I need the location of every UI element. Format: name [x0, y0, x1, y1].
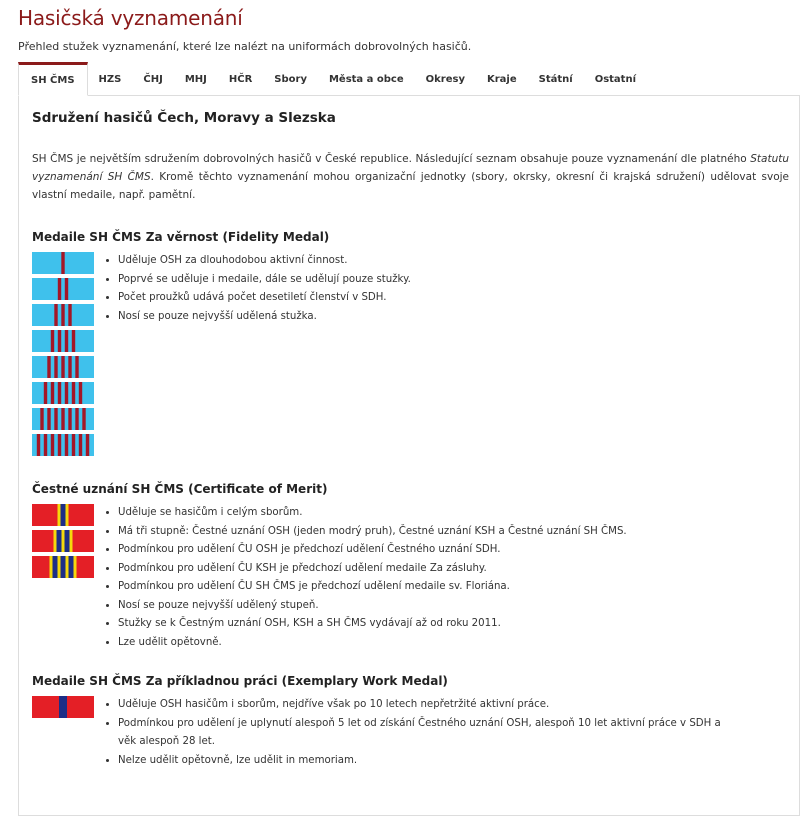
page-title: Hasičská vyznamenání — [18, 6, 243, 30]
ribbon-stripe — [72, 382, 75, 404]
ribbon-stripe — [54, 408, 57, 430]
list-item: • Uděluje OSH za dlouhodobou aktivní činnost. — [118, 252, 411, 271]
intro-paragraph — [32, 150, 799, 204]
ribbon-stripe-navy — [57, 530, 62, 552]
fidelity-ribbon-list — [32, 252, 94, 460]
list-item: • Podmínkou pro udělení ČU SH ČMS je předchozí udělení medaile sv. Floriána. — [118, 578, 627, 597]
list-item: • Podmínkou pro udělení ČU KSH je předchozí udělení medaile Za zásluhy. — [118, 560, 627, 579]
statute-reference: Statutu vyznamenání SH ČMS — [32, 153, 789, 183]
ribbon-stripe-yellow — [66, 504, 69, 526]
exemplary-work-medal-section — [32, 696, 799, 770]
ribbon-stripe — [75, 408, 78, 430]
ribbon-stripe — [65, 330, 68, 352]
exemplary-work-medal-list — [104, 696, 799, 770]
exemplary-work-ribbon — [32, 696, 94, 718]
tab-kraje[interactable]: Kraje — [486, 73, 517, 85]
ribbon-stripe-navy — [61, 504, 66, 526]
fidelity-ribbon-6 — [32, 382, 94, 404]
list-item: • Uděluje se hasičům i celým sborům. — [118, 504, 627, 523]
certificate-of-merit-title: Čestné uznání SH ČMS (Certificate of Merit) — [32, 482, 328, 496]
ribbon-stripe — [61, 252, 64, 274]
ribbon-stripe — [51, 434, 54, 456]
fidelity-ribbon-7 — [32, 408, 94, 430]
ribbon-stripe — [79, 382, 82, 404]
exemplary-work-medal-title: Medaile SH ČMS Za příkladnou práci (Exemplary Work Medal) — [32, 674, 448, 688]
list-item: • Lze udělit opětovně. — [118, 634, 627, 653]
ribbon-stripe — [72, 330, 75, 352]
ribbon-stripe — [68, 304, 71, 326]
tab-ostatni[interactable]: Ostatní — [594, 73, 636, 85]
ribbon-stripe — [65, 382, 68, 404]
ribbon-stripe-yellow — [50, 556, 53, 578]
merit-ribbon-degree-1 — [32, 504, 94, 526]
ribbon-stripe-yellow — [70, 530, 73, 552]
ribbon-stripe — [58, 434, 61, 456]
ribbon-stripe-navy — [65, 530, 70, 552]
fidelity-ribbon-2 — [32, 278, 94, 300]
ribbon-stripe-yellow — [58, 504, 61, 526]
ribbon-stripe — [44, 434, 47, 456]
list-item: • Stužky se k Čestným uznání OSH, KSH a SH ČMS vydávají až od roku 2011. — [118, 615, 627, 634]
certificate-of-merit-list — [104, 504, 627, 652]
ribbon-stripe — [72, 434, 75, 456]
list-item: • Nosí se pouze nejvyšší udělená stužka. — [118, 308, 411, 327]
ribbon-stripe-navy — [59, 696, 67, 718]
fidelity-medal-title: Medaile SH ČMS Za věrnost (Fidelity Medal) — [32, 230, 330, 244]
intro-text-1: SH ČMS je největším sdružením dobrovolných hasičů v České republice. Následující seznam obsahuje pouze vyznamenání dle platného — [32, 153, 751, 165]
fidelity-medal-section — [32, 252, 799, 460]
tab-panel-sh-cms — [18, 96, 800, 816]
work-ribbon-list — [32, 696, 94, 722]
tab-sh-cms[interactable]: SH ČMS — [18, 62, 88, 96]
tab-hzs[interactable]: HZS — [98, 73, 122, 85]
ribbon-stripe-navy — [69, 556, 74, 578]
intro-text-2: . Kromě těchto vyznamenání mohou organizační jednotky (sbory, okrsky, okresní či krajská sdružení) udělovat svoje vlastní medaile, např. pamětní. — [32, 171, 790, 201]
list-item: • Nosí se pouze nejvyšší udělený stupeň. — [118, 597, 627, 616]
ribbon-stripe-navy — [61, 556, 66, 578]
ribbon-stripe — [61, 304, 64, 326]
ribbon-stripe — [58, 382, 61, 404]
ribbon-stripe-yellow — [54, 530, 57, 552]
ribbon-stripe — [61, 408, 64, 430]
fidelity-ribbon-4 — [32, 330, 94, 352]
ribbon-stripe — [54, 304, 57, 326]
list-item: • Nelze udělit opětovně, lze udělit in memoriam. — [118, 752, 729, 771]
ribbon-stripe-navy — [53, 556, 58, 578]
list-item: • Má tři stupně: Čestné uznání OSH (jeden modrý pruh), Čestné uznání KSH a Čestné uznání SH ČMS. — [118, 523, 627, 542]
tab-statni[interactable]: Státní — [538, 73, 573, 85]
ribbon-stripe — [51, 330, 54, 352]
ribbon-stripe-yellow — [62, 530, 65, 552]
list-item: • Poprvé se uděluje i medaile, dále se udělují pouze stužky. — [118, 271, 411, 290]
fidelity-ribbon-5 — [32, 356, 94, 378]
ribbon-stripe — [75, 356, 78, 378]
merit-ribbon-degree-2 — [32, 530, 94, 552]
ribbon-stripe — [44, 382, 47, 404]
ribbon-stripe — [86, 434, 89, 456]
fidelity-medal-list — [104, 252, 411, 326]
ribbon-stripe — [65, 278, 68, 300]
ribbon-stripe — [40, 408, 43, 430]
ribbon-stripe — [61, 356, 64, 378]
list-item: • Počet proužků udává počet desetiletí členství v SDH. — [118, 289, 411, 308]
list-item: • Podmínkou pro udělení je uplynutí alespoň 5 let od získání Čestného uznání OSH, alespoň 10 let aktivní práce v SDH a věk alespoň 28 let. — [118, 715, 729, 752]
tab-okresy[interactable]: Okresy — [425, 73, 465, 85]
tab-bar — [18, 62, 800, 96]
ribbon-stripe — [51, 382, 54, 404]
fidelity-ribbon-3 — [32, 304, 94, 326]
ribbon-stripe — [65, 434, 68, 456]
ribbon-stripe-yellow — [74, 556, 77, 578]
ribbon-stripe — [58, 330, 61, 352]
section-heading: Sdružení hasičů Čech, Moravy a Slezska — [32, 110, 336, 126]
tab-sbory[interactable]: Sbory — [274, 73, 307, 85]
ribbon-stripe — [68, 408, 71, 430]
tab-hcr[interactable]: HČR — [228, 73, 253, 85]
ribbon-stripe — [82, 408, 85, 430]
ribbon-stripe — [47, 408, 50, 430]
merit-ribbon-degree-3 — [32, 556, 94, 578]
ribbon-stripe — [79, 434, 82, 456]
ribbon-stripe-yellow — [66, 556, 69, 578]
ribbon-stripe — [47, 356, 50, 378]
ribbon-stripe — [37, 434, 40, 456]
fidelity-ribbon-1 — [32, 252, 94, 274]
tab-mesta-a-obce[interactable]: Města a obce — [328, 73, 404, 85]
certificate-of-merit-section — [32, 504, 799, 652]
merit-ribbon-list — [32, 504, 94, 582]
tab-chj[interactable]: ČHJ — [143, 73, 163, 85]
list-item: • Podmínkou pro udělení ČU OSH je předchozí udělení Čestného uznání SDH. — [118, 541, 627, 560]
list-item: • Uděluje OSH hasičům i sborům, nejdříve však po 10 letech nepřetržité aktivní práce. — [118, 696, 729, 715]
page-subtitle: Přehled stužek vyznamenání, které lze nalézt na uniformách dobrovolných hasičů. — [18, 40, 472, 53]
ribbon-stripe-yellow — [58, 556, 61, 578]
fidelity-ribbon-8 — [32, 434, 94, 456]
ribbon-stripe — [68, 356, 71, 378]
ribbon-stripe — [54, 356, 57, 378]
tab-mhj[interactable]: MHJ — [184, 73, 207, 85]
ribbon-stripe — [58, 278, 61, 300]
